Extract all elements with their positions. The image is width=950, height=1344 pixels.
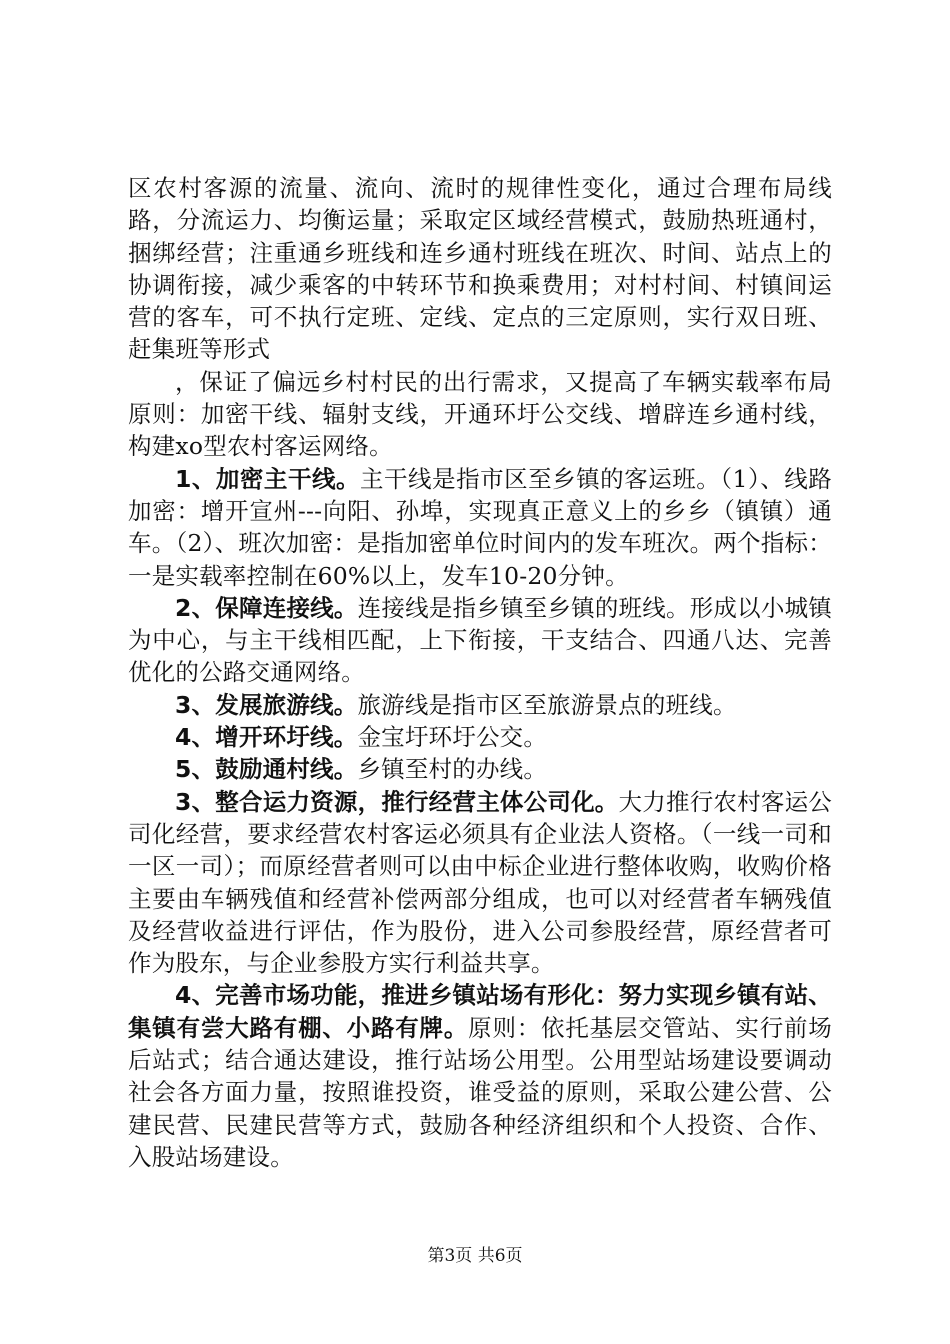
paragraph-heading: 5、鼓励通村线。 xyxy=(175,755,358,784)
paragraph-text: 乡镇至村的办线。 xyxy=(357,755,548,784)
paragraph-8 xyxy=(128,786,832,980)
paragraph-text: 主干线是指市区至乡镇的客运班。（1）、线路加密：增开宣州---向阳、孙埠，实现真正意义上的乡乡（镇镇）通车。（2）、班次加密：是指加密单位时间内的发车班次。两个指标：一是实载率控制在60%以上，发车10-20分钟。 xyxy=(128,464,833,590)
paragraph-text: 区农村客源的流量、流向、流时的规律性变化，通过合理布局线路，分流运力、均衡运量；采取定区域经营模式，鼓励热班通村，捆绑经营；注重通乡班线和连乡通村班线在班次、时间、站点上的协调衔接，减少乘客的中转环节和换乘费用；对村村间、村镇间运营的客车，可不执行定班、定线、定点的三定原则，实行双日班、赶集班等形式 xyxy=(128,174,832,364)
paragraph-text: 大力推行农村客运公司化经营，要求经营农村客运必须具有企业法人资格。（一线一司和一区一司）；而原经营者则可以由中标企业进行整体收购，收购价格主要由车辆残值和经营补偿两部分组成，也可以对经营者车辆残值及经营收益进行评估，作为股份，进入公司参股经营，原经营者可作为股东，与企业参股方实行利益共享。 xyxy=(128,787,832,978)
page-number-label: 第3页 共6页 xyxy=(427,1246,523,1266)
paragraph-heading: 3、发展旅游线。 xyxy=(175,690,358,719)
paragraph-text: 原则：依托基层交管站、实行前场后站式；结合通达建设，推行站场公用型。公用型站场建设要调动社会各方面力量，按照谁投资，谁受益的原则，采取公建公营、公建民营、民建民营等方式，鼓励各种经济组织和个人投资、合作、入股站场建设。 xyxy=(128,1013,832,1171)
paragraph-2 xyxy=(128,366,832,463)
paragraph-5 xyxy=(128,689,832,721)
paragraph-text: 旅游线是指市区至旅游景点的班线。 xyxy=(357,690,737,719)
document-body xyxy=(128,172,832,1173)
paragraph-text: ，保证了偏远乡村村民的出行需求，又提高了车辆实载率布局原则：加密干线、辐射支线，开通环圩公交线、增辟连乡通村线，构建xo型农村客运网络。 xyxy=(128,367,832,461)
paragraph-6 xyxy=(128,721,832,753)
paragraph-heading: 2、保障连接线。 xyxy=(175,593,358,622)
paragraph-7 xyxy=(128,753,832,785)
paragraph-heading: 1、加密主干线。 xyxy=(175,464,360,493)
paragraph-heading: 4、完善市场功能，推进乡镇站场有形化：努力实现乡镇有站、集镇有尝大路有棚、小路有牌。 xyxy=(128,981,832,1042)
paragraph-1 xyxy=(128,172,832,366)
paragraph-3 xyxy=(128,463,832,592)
page-footer xyxy=(0,1246,950,1266)
paragraph-9 xyxy=(128,979,832,1173)
paragraph-4 xyxy=(128,592,832,689)
paragraph-text: 金宝圩环圩公交。 xyxy=(357,723,548,752)
paragraph-text: 连接线是指乡镇至乡镇的班线。形成以小城镇为中心，与主干线相匹配，上下衔接，干支结合、四通八达、完善优化的公路交通网络。 xyxy=(128,593,833,687)
paragraph-heading: 4、增开环圩线。 xyxy=(175,723,358,752)
paragraph-heading: 3、整合运力资源，推行经营主体公司化。 xyxy=(175,787,619,816)
